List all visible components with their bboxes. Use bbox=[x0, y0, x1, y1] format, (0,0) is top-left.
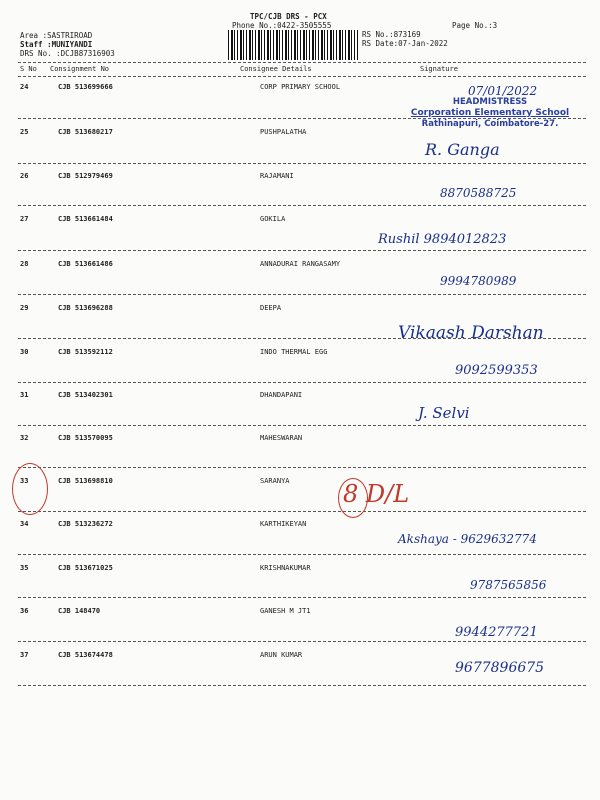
row-sno: 26 bbox=[20, 172, 29, 180]
row-sno: 32 bbox=[20, 434, 29, 442]
signature-34: Akshaya - 9629632774 bbox=[398, 532, 537, 546]
row-divider bbox=[18, 294, 586, 295]
row-consignment: CJB 513570095 bbox=[58, 434, 113, 442]
phone-number: Phone No.:0422-3505555 bbox=[232, 21, 332, 30]
signature-35: 9787565856 bbox=[470, 578, 547, 592]
row-consignment: CJB 513236272 bbox=[58, 520, 113, 528]
row-sno: 33 bbox=[20, 477, 29, 485]
row-consignment: CJB 513696288 bbox=[58, 304, 113, 312]
row-consignment: CJB 512979469 bbox=[58, 172, 113, 180]
row-sno: 28 bbox=[20, 260, 29, 268]
row-sno: 27 bbox=[20, 215, 29, 223]
row-consignee: KRISHNAKUMAR bbox=[260, 564, 311, 572]
table-row bbox=[0, 215, 600, 235]
stamp-line-2: Corporation Elementary School bbox=[410, 108, 570, 118]
row-divider bbox=[18, 597, 586, 598]
row-divider bbox=[18, 554, 586, 555]
row-consignee: ANNADURAI RANGASAMY bbox=[260, 260, 341, 268]
row-sno: 30 bbox=[20, 348, 29, 356]
rs-number: RS No.:873169 bbox=[362, 30, 421, 39]
row-consignment: CJB 513592112 bbox=[58, 348, 113, 356]
row-divider bbox=[18, 467, 586, 468]
row-sno: 37 bbox=[20, 651, 29, 659]
signature-36: 9944277721 bbox=[455, 625, 538, 640]
signature-37: 9677896675 bbox=[455, 660, 545, 676]
staff-field: Staff :MUNIYANDI bbox=[20, 40, 93, 49]
report-title: TPC/CJB DRS - PCX bbox=[250, 12, 327, 21]
row-sno: 35 bbox=[20, 564, 29, 572]
row-divider bbox=[18, 511, 586, 512]
signature-24: 07/01/2022 bbox=[468, 84, 538, 98]
stamp-line-1: HEADMISTRESS bbox=[452, 97, 528, 107]
col-consignee-header: Consignee Details bbox=[240, 65, 312, 73]
area-field: Area :SASTRIROAD bbox=[20, 31, 93, 40]
row-consignment: CJB 513661486 bbox=[58, 260, 113, 268]
row-sno: 29 bbox=[20, 304, 29, 312]
header-divider-bottom bbox=[18, 76, 586, 77]
row-consignment: CJB 148470 bbox=[58, 607, 101, 615]
row-consignment: CJB 513674478 bbox=[58, 651, 113, 659]
row-divider bbox=[18, 425, 586, 426]
col-sno-header: S No bbox=[20, 65, 37, 73]
row-consignee: ARUN KUMAR bbox=[260, 651, 303, 659]
row-divider bbox=[18, 382, 586, 383]
row-divider bbox=[18, 641, 586, 642]
signature-28: 9994780989 bbox=[440, 274, 517, 288]
row-sno: 34 bbox=[20, 520, 29, 528]
row-sno: 36 bbox=[20, 607, 29, 615]
row-consignment: CJB 513699666 bbox=[58, 83, 113, 91]
row-consignment: CJB 513661484 bbox=[58, 215, 113, 223]
school-stamp bbox=[405, 97, 575, 130]
signature-30: 9092599353 bbox=[455, 363, 538, 378]
drs-number: DRS No. :DCJB87316903 bbox=[20, 49, 115, 58]
col-signature-header: Signature bbox=[420, 65, 458, 73]
barcode bbox=[228, 30, 358, 60]
col-consignment-header: Consignment No bbox=[50, 65, 110, 73]
row-consignee: PUSHPALATHA bbox=[260, 128, 307, 136]
row-consignee: CORP PRIMARY SCHOOL bbox=[260, 83, 341, 91]
signature-29: Vikaash Darshan bbox=[398, 323, 544, 343]
rs-date: RS Date:07-Jan-2022 bbox=[362, 39, 448, 48]
row-consignee: KARTHIKEYAN bbox=[260, 520, 307, 528]
row-divider bbox=[18, 250, 586, 251]
row-consignee: GANESH M JT1 bbox=[260, 607, 311, 615]
row-consignee: DHANDAPANI bbox=[260, 391, 303, 399]
row-divider bbox=[18, 163, 586, 164]
table-row bbox=[0, 391, 600, 411]
header-divider-top bbox=[18, 62, 586, 63]
signature-27: Rushil 9894012823 bbox=[378, 232, 507, 247]
table-row bbox=[0, 477, 600, 497]
row-divider bbox=[18, 205, 586, 206]
row-consignment: CJB 513680217 bbox=[58, 128, 113, 136]
row-consignee: DEEPA bbox=[260, 304, 282, 312]
page-number: Page No.:3 bbox=[452, 21, 498, 30]
signature-33: 8 D/L bbox=[343, 480, 410, 508]
red-circle-mark bbox=[12, 463, 48, 515]
signature-25: R. Ganga bbox=[425, 140, 500, 159]
table-row bbox=[0, 607, 600, 627]
row-consignee: MAHESWARAN bbox=[260, 434, 303, 442]
row-sno: 25 bbox=[20, 128, 29, 136]
row-consignment: CJB 513671025 bbox=[58, 564, 113, 572]
row-consignee: SARANYA bbox=[260, 477, 290, 485]
signature-31: J. Selvi bbox=[418, 404, 470, 422]
signature-26: 8870588725 bbox=[440, 186, 517, 200]
row-consignee: RAJAMANI bbox=[260, 172, 294, 180]
row-consignee: GOKILA bbox=[260, 215, 286, 223]
row-consignee: INDO THERMAL EGG bbox=[260, 348, 328, 356]
row-sno: 24 bbox=[20, 83, 29, 91]
row-consignment: CJB 513402301 bbox=[58, 391, 113, 399]
table-row bbox=[0, 304, 600, 324]
row-divider bbox=[18, 685, 586, 686]
row-sno: 31 bbox=[20, 391, 29, 399]
row-consignment: CJB 513698810 bbox=[58, 477, 113, 485]
table-row bbox=[0, 434, 600, 454]
table-row bbox=[0, 128, 600, 148]
stamp-line-3: Rathinapuri, Coimbatore-27. bbox=[421, 119, 559, 129]
